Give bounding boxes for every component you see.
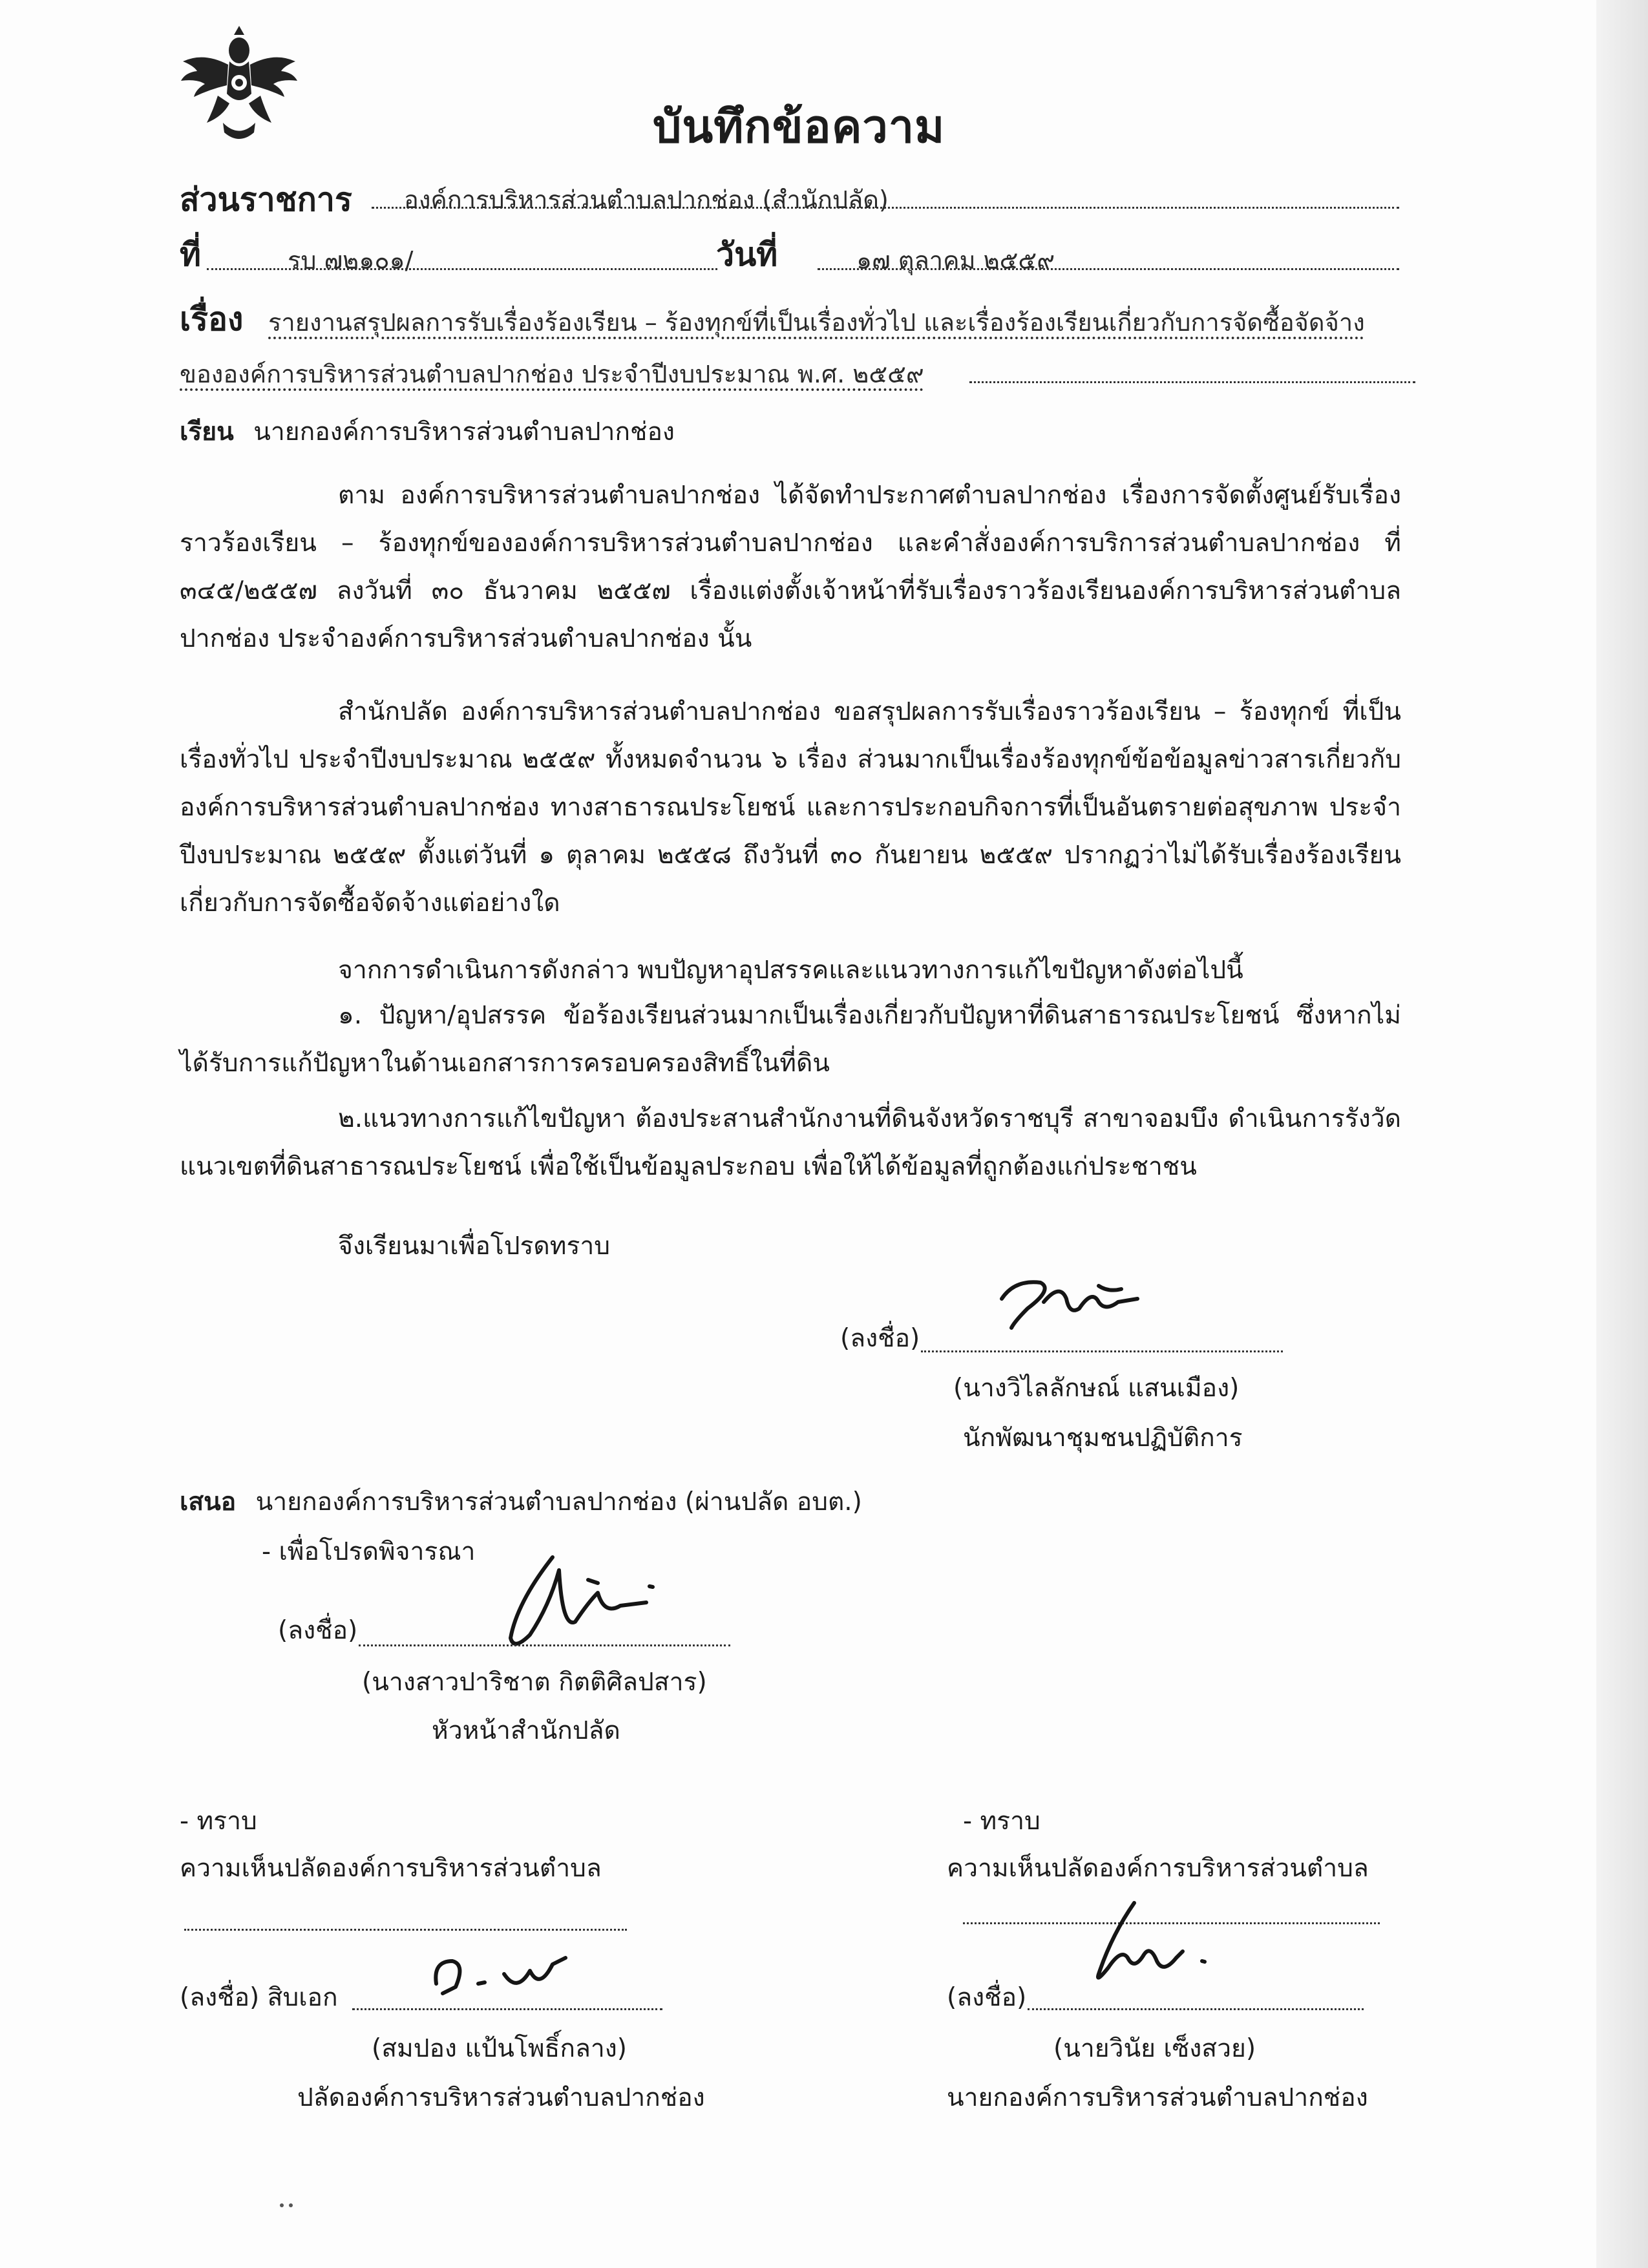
proposal xyxy=(180,1484,862,1521)
proposal-dotted-line xyxy=(359,1644,730,1646)
salutation xyxy=(180,414,675,451)
signer-1-position: นักพัฒนาชุมชนปฏิบัติการ xyxy=(963,1423,1243,1453)
body-paragraph-1: ตาม องค์การบริหารส่วนตำบลปากช่อง ได้จัดทำประกาศตำบลปากช่อง เรื่องการจัดตั้งศูนย์รับเรื่องราวร้องเรียน – ร้องทุกข์ขององค์การบริหารส่วนตำบลปากช่อง และคำสั่งองค์การบริการส่วนตำบลปากช่อง ที่ ๓๔๕/๒๕๕๗ ลงวันที่ ๓๐ ธันวาคม ๒๕๕๗ เรื่องแต่งตั้งเจ้าหน้าที่รับเรื่องราวร้องเรียนองค์การบริหารส่วนตำบลปากช่อง ประจำองค์การบริหารส่วนตำบลปากช่อง นั้น xyxy=(180,481,1401,653)
left-signer-position: ปลัดองค์การบริหารส่วนตำบลปากช่อง xyxy=(297,2083,705,2112)
left-opinion-label: ความเห็นปลัดองค์การบริหารส่วนตำบล xyxy=(180,1854,602,1883)
right-signer-position: นายกองค์การบริหารส่วนตำบลปากช่อง xyxy=(947,2083,1368,2112)
agency-label: ส่วนราชการ xyxy=(180,181,352,218)
signature-3 xyxy=(427,1945,582,2003)
ref-dotted-line xyxy=(207,268,717,270)
left-signer-name: (สมปอง แป้นโพธิ์กลาง) xyxy=(372,2034,628,2063)
proposal-recipient: นายกองค์การบริหารส่วนตำบลปากช่อง (ผ่านปลัด อบต.) xyxy=(255,1487,862,1517)
left-sign-dotted-line xyxy=(352,2008,662,2010)
agency-value: องค์การบริหารส่วนตำบลปากช่อง (สำนักปลัด) xyxy=(404,185,889,214)
signer-1-dotted-line xyxy=(921,1350,1283,1352)
garuda-emblem-icon xyxy=(178,26,301,145)
date-value: ๑๗ ตุลาคม ๒๕๕๙ xyxy=(856,246,1055,275)
body-paragraph-3: จากการดำเนินการดังกล่าว พบปัญหาอุปสรรคและแนวทางการแก้ไขปัญหาดังต่อไปนี้ xyxy=(338,956,1243,985)
subject-line-1: รายงานสรุปผลการรับเรื่องร้องเรียน – ร้องทุกข์ที่เป็นเรื่องทั่วไป และเรื่องร้องเรียนเกี่ยวกับการจัดซื้อจัดจ้าง xyxy=(268,308,1365,337)
salutation-label: เรียน xyxy=(180,417,234,446)
right-sign-dotted-line xyxy=(1028,2008,1364,2010)
subject-label: เรื่อง xyxy=(180,300,244,338)
right-ack: - ทราบ xyxy=(963,1807,1041,1836)
scan-speck xyxy=(280,2203,284,2207)
signature-2 xyxy=(491,1544,672,1661)
left-opinion-dotted-line xyxy=(184,1929,627,1931)
proposal-signer-name: (นางสาวปาริชาต กิตติศิลปสาร) xyxy=(362,1668,707,1697)
signature-1 xyxy=(982,1263,1176,1341)
scan-speck xyxy=(289,2203,293,2207)
signer-1-name: (นางวิไลลักษณ์ แสนเมือง) xyxy=(953,1374,1240,1403)
subject-dotted-line xyxy=(969,381,1415,383)
date-label: วันที่ xyxy=(716,236,778,273)
proposal-signer-position: หัวหน้าสำนักปลัด xyxy=(432,1716,620,1745)
body-paragraph-2: สำนักปลัด องค์การบริหารส่วนตำบลปากช่อง ขอสรุปผลการรับเรื่องราวร้องเรียน – ร้องทุกข์ ที่เป็นเรื่องทั่วไป ประจำปีงบประมาณ ๒๕๕๙ ทั้งหมดจำนวน ๖ เรื่อง ส่วนมากเป็นเรื่องร้องทุกข์ข้อข้อมูลข่าวสารเกี่ยวกับองค์การบริหารส่วนตำบลปากช่อง ทางสาธารณประโยชน์ และการประกอบกิจการที่เป็นอันตรายต่อสุขภาพ ประจำปีงบประมาณ ๒๕๕๙ ตั้งแต่วันที่ ๑ ตุลาคม ๒๕๕๘ ถึงวันที่ ๓๐ กันยายน ๒๕๕๙ ปรากฏว่าไม่ได้รับเรื่องร้องเรียนเกี่ยวกับการจัดซื้อจัดจ้างแต่อย่างใด xyxy=(180,697,1401,918)
body-item-1: ๑. ปัญหา/อุปสรรค ข้อร้องเรียนส่วนมากเป็นเรื่องเกี่ยวกับปัญหาที่ดินสาธารณประโยชน์ ซึ่งหากไม่ได้รับการแก้ปัญหาในด้านเอกสารการครอบครองสิทธิ์ในที่ดิน xyxy=(180,1001,1401,1078)
closing-line: จึงเรียนมาเพื่อโปรดทราบ xyxy=(338,1232,611,1261)
body-item-2: ๒.แนวทางการแก้ไขปัญหา ต้องประสานสำนักงานที่ดินจังหวัดราชบุรี สาขาจอมบึง ดำเนินการรังวัดแนวเขตที่ดินสาธารณประโยชน์ เพื่อใช้เป็นข้อมูลประกอบ เพื่อให้ได้ข้อมูลที่ถูกต้องแก่ประชาชน xyxy=(180,1104,1401,1181)
signer-1-sign-label: (ลงชื่อ) xyxy=(840,1324,920,1353)
salutation-recipient: นายกองค์การบริหารส่วนตำบลปากช่อง xyxy=(253,417,675,446)
right-opinion-label: ความเห็นปลัดองค์การบริหารส่วนตำบล xyxy=(947,1854,1369,1883)
left-ack: - ทราบ xyxy=(180,1807,257,1836)
signature-4 xyxy=(1073,1896,1241,1993)
ref-value: รบ ๗๒๑๐๑/ xyxy=(288,246,414,275)
proposal-note: - เพื่อโปรดพิจารณา xyxy=(262,1537,476,1566)
ref-label: ที่ xyxy=(180,236,201,273)
proposal-label: เสนอ xyxy=(180,1487,237,1517)
left-sign-label: (ลงชื่อ) สิบเอก xyxy=(180,1983,338,2012)
document-title: บันทึกข้อความ xyxy=(653,100,945,153)
right-signer-name: (นายวินัย เซ็งสวย) xyxy=(1053,2034,1256,2063)
subject-line-2: ขององค์การบริหารส่วนตำบลปากช่อง ประจำปีงบประมาณ พ.ศ. ๒๕๕๙ xyxy=(180,360,924,388)
scan-paper-edge xyxy=(1596,0,1648,2268)
right-sign-label: (ลงชื่อ) xyxy=(947,1983,1027,2012)
proposal-sign-label: (ลงชื่อ) xyxy=(278,1616,358,1645)
